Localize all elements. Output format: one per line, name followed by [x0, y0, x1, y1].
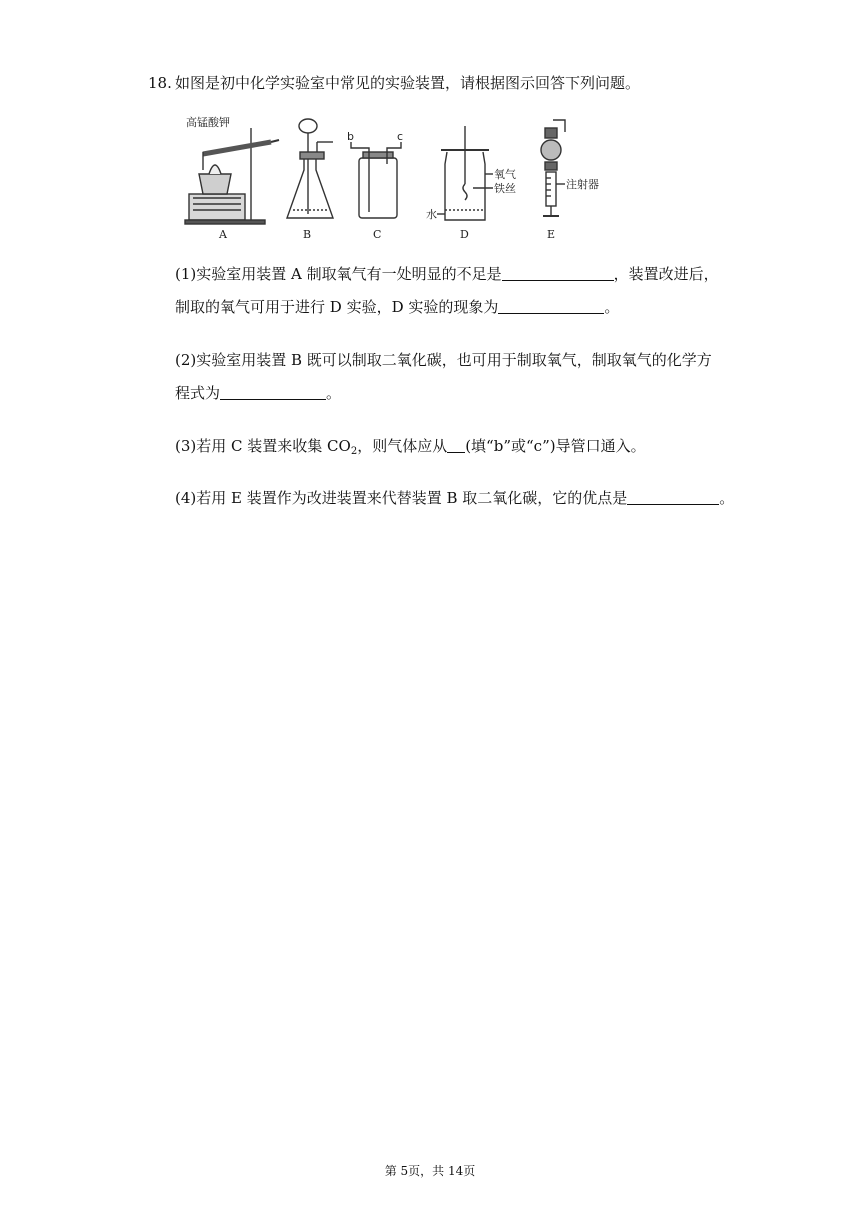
part-1-text-b: ，装置改进后，	[613, 265, 719, 283]
label-b: b	[347, 130, 354, 143]
label-syringe: 注射器	[566, 178, 599, 191]
label-c: c	[397, 130, 404, 143]
question-stem	[148, 72, 640, 94]
co2-subscript: 2	[350, 446, 358, 457]
apparatus-figure	[183, 112, 613, 242]
part-2-text-a: (2)实验室用装置 B 既可以制取二氧化碳，也可用于制取氧气，制取氧气的化学方	[175, 351, 712, 369]
question-text: 如图是初中化学实验室中常见的实验装置，请根据图示回答下列问题。	[175, 74, 641, 92]
label-d-apparatus: D	[460, 228, 469, 241]
label-gmsk: 高锰酸钾	[186, 116, 230, 129]
question-number: 18.	[148, 74, 172, 92]
part-1-text-c: 制取的氧气可用于进行 D 实验，D 实验的现象为	[175, 298, 499, 316]
apparatus-d	[437, 126, 493, 220]
label-c-apparatus: C	[373, 228, 382, 241]
label-water: 水	[426, 208, 437, 221]
part-4	[175, 482, 735, 515]
label-e-apparatus: E	[547, 228, 556, 241]
label-oxygen: 氧气	[494, 168, 516, 181]
label-b-apparatus: B	[303, 228, 312, 241]
apparatus-c	[351, 142, 401, 218]
part-4-text-a: (4)若用 E 装置作为改进装置来代替装置 B 取二氧化碳，它的优点是	[175, 489, 628, 507]
part-2-text-c: 。	[326, 384, 342, 402]
answer-blank-5[interactable]	[627, 486, 719, 505]
apparatus-diagram	[183, 112, 613, 242]
page-footer: 第 5页，共 14页	[384, 1164, 476, 1178]
apparatus-e	[541, 120, 565, 216]
part-3	[175, 430, 720, 468]
part-3-text-a: (3)若用 C 装置来收集 CO	[175, 437, 351, 455]
answer-blank-3[interactable]	[220, 381, 326, 400]
apparatus-a	[185, 128, 279, 224]
part-3-text-b: ，则气体应从	[357, 437, 448, 455]
part-4-text-b: 。	[719, 489, 735, 507]
apparatus-b	[287, 119, 333, 218]
label-a: A	[219, 228, 227, 241]
part-1-text-a: (1)实验室用装置 A 制取氧气有一处明显的不足是	[175, 265, 502, 283]
part-3-text-c: (填“b”或“c”)导管口通入。	[465, 437, 646, 455]
answer-blank-2[interactable]	[498, 295, 604, 314]
part-2	[175, 344, 720, 410]
answer-blank-4[interactable]	[447, 434, 465, 453]
part-1	[175, 258, 720, 324]
part-2-text-b: 程式为	[175, 384, 221, 402]
part-1-text-d: 。	[604, 298, 620, 316]
answer-blank-1[interactable]	[502, 262, 614, 281]
label-iron-wire: 铁丝	[494, 182, 516, 195]
